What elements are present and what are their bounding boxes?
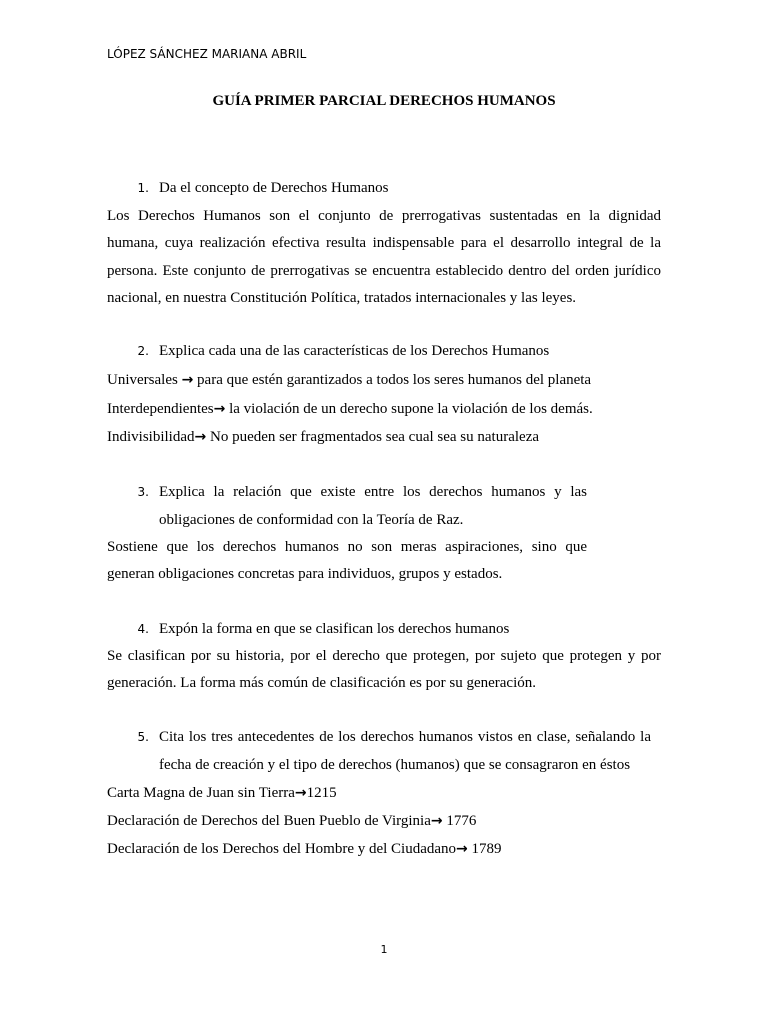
antecedent-title: Declaración de los Derechos del Hombre y del Ciudadano [107, 841, 457, 857]
document-title: GUÍA PRIMER PARCIAL DERECHOS HUMANOS [212, 93, 556, 109]
characteristic-description: la violación de un derecho supone la violación de los demás. [225, 401, 593, 417]
characteristic-item [107, 366, 591, 394]
arrow-right-icon: → [430, 813, 443, 829]
arrow-right-icon: → [194, 429, 207, 445]
characteristic-item [107, 395, 593, 423]
characteristic-term: Universales [107, 372, 182, 388]
question-number: 1. [137, 181, 149, 195]
arrow-right-icon: → [294, 785, 307, 801]
arrow-right-icon: → [181, 372, 194, 388]
question-text: Explica cada una de las características de los Derechos Humanos [159, 343, 550, 359]
characteristic-description: para que estén garantizados a todos los seres humanos del planeta [193, 372, 592, 388]
characteristic-description: No pueden ser fragmentados sea cual sea su naturaleza [206, 429, 540, 445]
question-text: Cita los tres antecedentes de los derechos humanos vistos en clase, señalando la fecha de creación y el tipo de derechos (humanos) que se consagraron en éstos [159, 729, 651, 773]
answer-paragraph: Sostiene que los derechos humanos no son meras aspiraciones, sino que generan obligaciones concretas para individuos, grupos y estados. [107, 539, 587, 583]
answer-paragraph: Los Derechos Humanos son el conjunto de prerrogativas sustentadas en la dignidad humana, cuya realización efectiva resulta indispensable para el desarrollo integral de la persona. Este conjunto de prerrogativas se encuentra establecido dentro del orden jurídico nacional, en nuestra Constitución Política, tratados internacionales y las leyes. [107, 208, 661, 306]
page-number: 1 [380, 943, 388, 956]
characteristic-term: Indivisibilidad [107, 429, 195, 445]
question-number: 3. [137, 485, 149, 499]
question-text: Expón la forma en que se clasifican los derechos humanos [159, 621, 510, 637]
characteristic-term: Interdependientes [107, 401, 214, 417]
question-number: 4. [137, 622, 149, 636]
antecedent-year: 1789 [467, 841, 502, 857]
antecedent-item [107, 835, 502, 863]
antecedent-title: Declaración de Derechos del Buen Pueblo de Virginia [107, 813, 431, 829]
arrow-right-icon: → [456, 841, 468, 857]
antecedent-item [107, 779, 337, 807]
characteristic-item [107, 423, 539, 451]
question-number: 5. [137, 730, 149, 744]
antecedent-year: 1215 [306, 785, 337, 801]
antecedent-title: Carta Magna de Juan sin Tierra [107, 785, 295, 801]
header-author-name: LÓPEZ SÁNCHEZ MARIANA ABRIL [107, 47, 307, 61]
question-text: Da el concepto de Derechos Humanos [159, 180, 389, 196]
question-number: 2. [137, 344, 149, 358]
arrow-right-icon: → [213, 401, 226, 417]
question-text: Explica la relación que existe entre los derechos humanos y las obligaciones de conformidad con la Teoría de Raz. [159, 484, 587, 528]
antecedent-year: 1776 [442, 813, 477, 829]
answer-paragraph: Se clasifican por su historia, por el derecho que protegen, por sujeto que protegen y por generación. La forma más común de clasificación es por su generación. [107, 648, 661, 692]
antecedent-item [107, 807, 476, 835]
